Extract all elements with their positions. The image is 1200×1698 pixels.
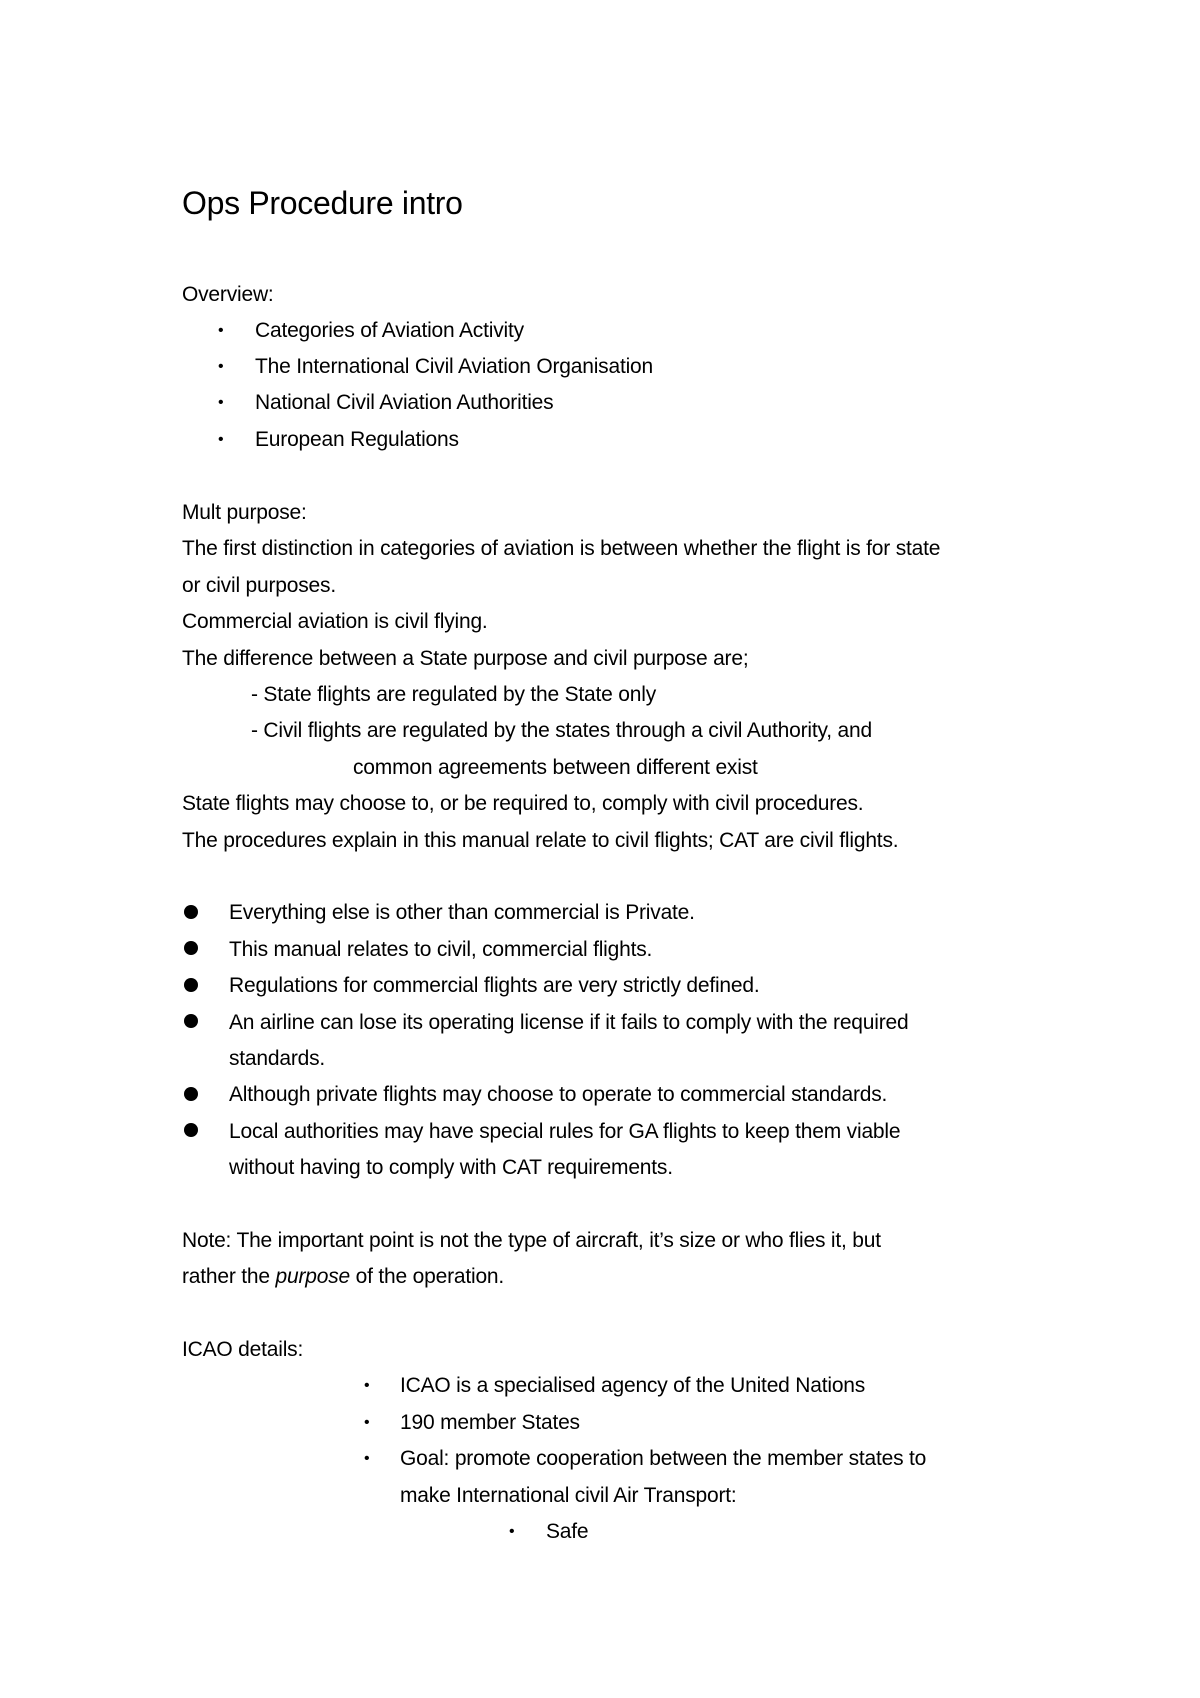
bullet-icon: • — [218, 431, 224, 448]
bullet-dot-icon — [184, 1087, 198, 1101]
note-text: rather the — [182, 1265, 276, 1288]
mult-purpose-heading: Mult purpose: — [182, 501, 307, 524]
paragraph-line: or civil purposes. — [182, 574, 336, 597]
point-item: Local authorities may have special rules for GA flights to keep them viable — [229, 1120, 901, 1143]
point-item: An airline can lose its operating license if it fails to comply with the required — [229, 1011, 909, 1034]
bullet-dot-icon — [184, 941, 198, 955]
bullet-dot-icon — [184, 905, 198, 919]
dash-item-continuation: common agreements between different exist — [353, 756, 758, 779]
icao-item: 190 member States — [400, 1411, 580, 1434]
icao-item-continuation: make International civil Air Transport: — [400, 1484, 737, 1507]
note-line: Note: The important point is not the type of aircraft, it’s size or who flies it, but — [182, 1229, 881, 1252]
point-item: Everything else is other than commercial is Private. — [229, 901, 695, 924]
icao-item: Goal: promote cooperation between the member states to — [400, 1447, 927, 1470]
bullet-icon: • — [364, 1414, 370, 1431]
point-item-continuation: without having to comply with CAT requirements. — [229, 1156, 673, 1179]
point-item-continuation: standards. — [229, 1047, 326, 1070]
bullet-icon: • — [218, 394, 224, 411]
point-item: Although private flights may choose to operate to commercial standards. — [229, 1083, 888, 1106]
overview-item: National Civil Aviation Authorities — [255, 391, 554, 414]
paragraph-line: The first distinction in categories of aviation is between whether the flight is for state — [182, 537, 941, 560]
bullet-dot-icon — [184, 1123, 198, 1137]
bullet-icon: • — [218, 322, 224, 339]
dash-item: - Civil flights are regulated by the states through a civil Authority, and — [251, 719, 872, 742]
note-text: of the operation. — [350, 1265, 505, 1288]
paragraph-line: Commercial aviation is civil flying. — [182, 610, 488, 633]
paragraph-line: State flights may choose to, or be required to, comply with civil procedures. — [182, 792, 864, 815]
icao-heading: ICAO details: — [182, 1338, 304, 1361]
paragraph-line: The difference between a State purpose and civil purpose are; — [182, 647, 749, 670]
bullet-icon: • — [364, 1450, 370, 1467]
bullet-dot-icon — [184, 1014, 198, 1028]
paragraph-line: The procedures explain in this manual relate to civil flights; CAT are civil flights. — [182, 829, 899, 852]
icao-sub-item: Safe — [546, 1520, 589, 1543]
bullet-icon: • — [509, 1523, 515, 1540]
overview-item: European Regulations — [255, 428, 459, 451]
bullet-icon: • — [364, 1377, 370, 1394]
bullet-icon: • — [218, 358, 224, 375]
note-emphasis: purpose — [275, 1265, 351, 1288]
overview-heading: Overview: — [182, 283, 274, 306]
point-item: Regulations for commercial flights are very strictly defined. — [229, 974, 760, 997]
overview-item: Categories of Aviation Activity — [255, 319, 524, 342]
page-title: Ops Procedure intro — [182, 185, 463, 221]
point-item: This manual relates to civil, commercial flights. — [229, 938, 653, 961]
icao-item: ICAO is a specialised agency of the United Nations — [400, 1374, 866, 1397]
note-line — [182, 1264, 504, 1290]
bullet-dot-icon — [184, 978, 198, 992]
overview-item: The International Civil Aviation Organisation — [255, 355, 654, 378]
dash-item: - State flights are regulated by the State only — [251, 683, 657, 706]
